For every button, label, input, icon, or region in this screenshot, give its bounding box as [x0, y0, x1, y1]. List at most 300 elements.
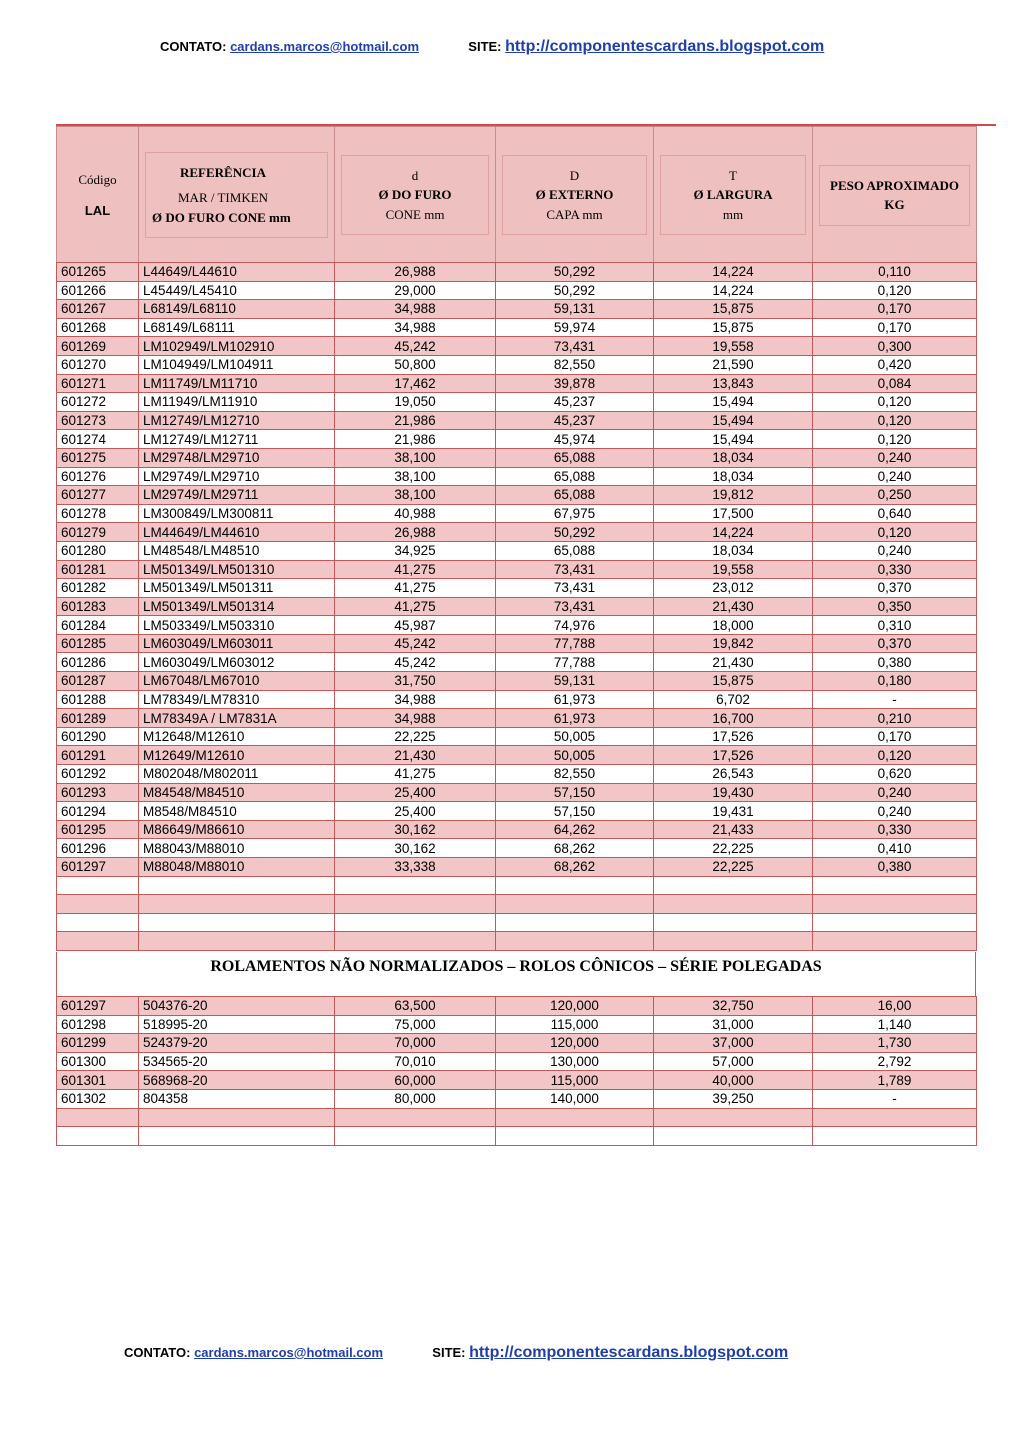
table-row [57, 1127, 977, 1146]
cell-d: 80,000 [335, 1089, 496, 1108]
cell-peso: 0,350 [813, 597, 977, 616]
cell-codigo: 601291 [57, 746, 139, 765]
cell-T: 16,700 [654, 709, 813, 728]
cell-peso: - [813, 1089, 977, 1108]
cell-D: 45,974 [496, 430, 654, 449]
table-row [57, 1052, 977, 1071]
cell-d: 45,242 [335, 337, 496, 356]
cell-d: 41,275 [335, 597, 496, 616]
table-header [56, 126, 977, 264]
table-row [57, 430, 977, 449]
cell-D [496, 932, 654, 951]
header-T [654, 127, 813, 264]
cell-d [335, 932, 496, 951]
cell-peso: 0,380 [813, 858, 977, 877]
cell-T: 21,433 [654, 820, 813, 839]
cell-peso: 1,789 [813, 1071, 977, 1090]
cell-peso: 0,170 [813, 318, 977, 337]
cell-codigo [57, 1108, 139, 1127]
footer-contact [124, 1344, 788, 1362]
cell-d: 75,000 [335, 1015, 496, 1034]
cell-codigo: 601281 [57, 560, 139, 579]
cell-T: 18,034 [654, 467, 813, 486]
cell-codigo [57, 932, 139, 951]
header-kg-label: KG [884, 197, 905, 212]
cell-referencia: M802048/M802011 [139, 765, 335, 784]
table-row [57, 913, 977, 932]
cell-codigo: 601298 [57, 1015, 139, 1034]
cell-codigo: 601271 [57, 374, 139, 393]
cell-D: 64,262 [496, 820, 654, 839]
cell-d: 34,988 [335, 690, 496, 709]
cell-peso: 16,00 [813, 997, 977, 1016]
header-codigo-label: Código [78, 171, 117, 187]
cell-D: 59,131 [496, 672, 654, 691]
cell-D: 61,973 [496, 709, 654, 728]
cell-d: 25,400 [335, 783, 496, 802]
cell-D: 74,976 [496, 616, 654, 635]
cell-referencia: LM78349A / LM7831A [139, 709, 335, 728]
cell-codigo: 601286 [57, 653, 139, 672]
cell-peso: 0,120 [813, 393, 977, 412]
cell-D [496, 895, 654, 914]
cell-D: 57,150 [496, 783, 654, 802]
cell-d: 45,242 [335, 653, 496, 672]
cell-T: 21,430 [654, 653, 813, 672]
cell-d: 40,988 [335, 504, 496, 523]
cell-T: 18,034 [654, 541, 813, 560]
cell-T [654, 1127, 813, 1146]
cell-d: 41,275 [335, 765, 496, 784]
cell-d: 63,500 [335, 997, 496, 1016]
cell-referencia: LM44649/LM44610 [139, 523, 335, 542]
cell-referencia: M12648/M12610 [139, 727, 335, 746]
email-link[interactable]: cardans.marcos@hotmail.com [230, 39, 420, 54]
cell-referencia: LM11749/LM11710 [139, 374, 335, 393]
cell-peso [813, 932, 977, 951]
cell-referencia: M8548/M84510 [139, 802, 335, 821]
table-row [57, 523, 977, 542]
cell-T [654, 932, 813, 951]
cell-codigo: 601293 [57, 783, 139, 802]
cell-codigo: 601269 [57, 337, 139, 356]
header-peso [813, 127, 977, 264]
cell-peso: 0,330 [813, 820, 977, 839]
cell-T [654, 913, 813, 932]
cell-T: 15,494 [654, 411, 813, 430]
cell-d: 31,750 [335, 672, 496, 691]
cell-referencia: LM29748/LM29710 [139, 448, 335, 467]
cell-D: 50,005 [496, 727, 654, 746]
cell-d [335, 876, 496, 895]
cell-T: 14,224 [654, 523, 813, 542]
site-link[interactable]: http://componentescardans.blogspot.com [469, 1344, 789, 1361]
cell-referencia: LM102949/LM102910 [139, 337, 335, 356]
cell-peso: 0,170 [813, 727, 977, 746]
cell-referencia: LM29749/LM29711 [139, 486, 335, 505]
cell-D: 50,292 [496, 523, 654, 542]
table-row [57, 504, 977, 523]
cell-D: 59,131 [496, 300, 654, 319]
table-row [57, 876, 977, 895]
cell-peso: 0,310 [813, 616, 977, 635]
cell-codigo: 601297 [57, 997, 139, 1016]
cell-referencia: 534565-20 [139, 1052, 335, 1071]
table-row [57, 690, 977, 709]
cell-referencia [139, 876, 335, 895]
cell-d: 70,000 [335, 1034, 496, 1053]
table-row [57, 634, 977, 653]
cell-D: 73,431 [496, 597, 654, 616]
cell-peso: 0,410 [813, 839, 977, 858]
cell-d: 21,986 [335, 411, 496, 430]
cell-peso: 0,120 [813, 746, 977, 765]
cell-D: 82,550 [496, 765, 654, 784]
cell-T: 14,224 [654, 281, 813, 300]
cell-peso: 1,730 [813, 1034, 977, 1053]
cell-T: 17,526 [654, 727, 813, 746]
cell-codigo: 601270 [57, 355, 139, 374]
cell-D [496, 1108, 654, 1127]
table-row [57, 783, 977, 802]
contact-label: CONTATO: [124, 1345, 191, 1360]
cell-codigo: 601285 [57, 634, 139, 653]
cell-D: 45,237 [496, 393, 654, 412]
cell-T: 21,590 [654, 355, 813, 374]
cell-referencia: LM12749/LM12711 [139, 430, 335, 449]
cell-T: 40,000 [654, 1071, 813, 1090]
cell-peso: 0,110 [813, 263, 977, 282]
cell-codigo: 601278 [57, 504, 139, 523]
header-codigo [57, 127, 139, 264]
table-row [57, 281, 977, 300]
site-link[interactable]: http://componentescardans.blogspot.com [505, 38, 825, 55]
cell-D: 59,974 [496, 318, 654, 337]
cell-T: 32,750 [654, 997, 813, 1016]
table-row [57, 1034, 977, 1053]
cell-T: 17,526 [654, 746, 813, 765]
cell-codigo: 601273 [57, 411, 139, 430]
cell-D: 65,088 [496, 448, 654, 467]
cell-peso: 0,084 [813, 374, 977, 393]
site-label: SITE: [468, 39, 502, 54]
cell-peso: 0,300 [813, 337, 977, 356]
cell-referencia: LM501349/LM501310 [139, 560, 335, 579]
cell-codigo: 601265 [57, 263, 139, 282]
cell-T: 17,500 [654, 504, 813, 523]
cell-D: 115,000 [496, 1071, 654, 1090]
cell-peso: 0,180 [813, 672, 977, 691]
header-lal-label: LAL [84, 203, 111, 218]
cell-referencia [139, 932, 335, 951]
cell-peso: 0,240 [813, 467, 977, 486]
cell-peso: 0,210 [813, 709, 977, 728]
cell-referencia [139, 895, 335, 914]
cell-codigo: 601292 [57, 765, 139, 784]
cell-D: 77,788 [496, 634, 654, 653]
table-row [57, 997, 977, 1016]
cell-d [335, 913, 496, 932]
header-D [496, 127, 654, 264]
table-row [57, 393, 977, 412]
table-row [57, 579, 977, 598]
cell-codigo: 601268 [57, 318, 139, 337]
cell-D: 77,788 [496, 653, 654, 672]
cell-D: 50,292 [496, 263, 654, 282]
cell-codigo: 601294 [57, 802, 139, 821]
cell-D: 50,005 [496, 746, 654, 765]
table-row [57, 318, 977, 337]
header-peso-label: PESO APROXIMADO [830, 177, 959, 193]
cell-peso: 0,380 [813, 653, 977, 672]
table-row [57, 765, 977, 784]
cell-referencia: 804358 [139, 1089, 335, 1108]
table-row [57, 839, 977, 858]
cell-referencia: LM603049/LM603011 [139, 634, 335, 653]
cell-codigo: 601299 [57, 1034, 139, 1053]
cell-peso: 0,370 [813, 634, 977, 653]
cell-codigo: 601297 [57, 858, 139, 877]
cell-referencia: L45449/L45410 [139, 281, 335, 300]
cell-D: 115,000 [496, 1015, 654, 1034]
table-row [57, 597, 977, 616]
cell-referencia: LM300849/LM300811 [139, 504, 335, 523]
email-link[interactable]: cardans.marcos@hotmail.com [194, 1345, 384, 1360]
cell-d: 34,988 [335, 709, 496, 728]
cell-peso: 0,170 [813, 300, 977, 319]
cell-codigo: 601296 [57, 839, 139, 858]
cell-peso: 0,240 [813, 448, 977, 467]
cell-d: 38,100 [335, 467, 496, 486]
cell-d: 29,000 [335, 281, 496, 300]
header-D-externo: Ø EXTERNO [535, 187, 614, 203]
cell-d: 30,162 [335, 820, 496, 839]
cell-peso: - [813, 690, 977, 709]
cell-referencia: 504376-20 [139, 997, 335, 1016]
cell-referencia: 568968-20 [139, 1071, 335, 1090]
cell-T: 31,000 [654, 1015, 813, 1034]
cell-d: 70,010 [335, 1052, 496, 1071]
cell-codigo: 601287 [57, 672, 139, 691]
cell-referencia: LM104949/LM104911 [139, 355, 335, 374]
cell-referencia: LM501349/LM501311 [139, 579, 335, 598]
cell-referencia: L44649/L44610 [139, 263, 335, 282]
cell-referencia: L68149/L68111 [139, 318, 335, 337]
cell-referencia: 524379-20 [139, 1034, 335, 1053]
cell-T: 57,000 [654, 1052, 813, 1071]
cell-D: 130,000 [496, 1052, 654, 1071]
cell-d: 33,338 [335, 858, 496, 877]
cell-D: 39,878 [496, 374, 654, 393]
cell-d [335, 895, 496, 914]
cell-d: 45,987 [335, 616, 496, 635]
cell-peso: 0,330 [813, 560, 977, 579]
table-row [57, 486, 977, 505]
table-row [57, 448, 977, 467]
cell-referencia [139, 1127, 335, 1146]
cell-D: 50,292 [496, 281, 654, 300]
cell-d: 60,000 [335, 1071, 496, 1090]
cell-codigo: 601300 [57, 1052, 139, 1071]
cell-T: 26,543 [654, 765, 813, 784]
cell-d: 26,988 [335, 523, 496, 542]
table-row [57, 709, 977, 728]
table-row [57, 1015, 977, 1034]
cell-T [654, 895, 813, 914]
cell-codigo: 601274 [57, 430, 139, 449]
cell-T: 15,875 [654, 672, 813, 691]
cell-codigo [57, 895, 139, 914]
cell-D: 45,237 [496, 411, 654, 430]
cell-peso: 0,420 [813, 355, 977, 374]
cell-d: 21,430 [335, 746, 496, 765]
cell-codigo: 601288 [57, 690, 139, 709]
cell-T [654, 876, 813, 895]
cell-referencia: M86649/M86610 [139, 820, 335, 839]
cell-D: 73,431 [496, 560, 654, 579]
header-d-furo: Ø DO FURO [378, 187, 452, 203]
cell-D: 67,975 [496, 504, 654, 523]
cell-D: 73,431 [496, 337, 654, 356]
cell-T: 22,225 [654, 839, 813, 858]
header-mar-timken: MAR / TIMKEN [178, 190, 269, 206]
cell-d: 38,100 [335, 486, 496, 505]
cell-D: 65,088 [496, 486, 654, 505]
table-row [57, 337, 977, 356]
cell-referencia [139, 1108, 335, 1127]
cell-referencia [139, 913, 335, 932]
cell-peso: 0,370 [813, 579, 977, 598]
cell-T: 18,034 [654, 448, 813, 467]
cell-d: 41,275 [335, 560, 496, 579]
cell-peso: 0,640 [813, 504, 977, 523]
cell-codigo: 601266 [57, 281, 139, 300]
cell-codigo: 601277 [57, 486, 139, 505]
cell-D: 68,262 [496, 839, 654, 858]
cell-referencia: 518995-20 [139, 1015, 335, 1034]
bearing-table-polegadas [56, 996, 977, 1146]
cell-T: 19,558 [654, 560, 813, 579]
cell-T: 19,558 [654, 337, 813, 356]
cell-peso: 0,240 [813, 783, 977, 802]
cell-T: 19,842 [654, 634, 813, 653]
cell-d: 50,800 [335, 355, 496, 374]
table-row [57, 653, 977, 672]
header-T-letter: T [729, 167, 737, 183]
cell-T: 15,875 [654, 300, 813, 319]
cell-d: 21,986 [335, 430, 496, 449]
cell-peso [813, 1108, 977, 1127]
table-row [57, 616, 977, 635]
cell-T: 21,430 [654, 597, 813, 616]
cell-T: 22,225 [654, 858, 813, 877]
cell-D: 140,000 [496, 1089, 654, 1108]
table-row [57, 727, 977, 746]
cell-peso [813, 895, 977, 914]
cell-referencia: LM11949/LM11910 [139, 393, 335, 412]
cell-D [496, 876, 654, 895]
cell-D: 120,000 [496, 997, 654, 1016]
cell-codigo [57, 913, 139, 932]
table-row [57, 895, 977, 914]
cell-T: 19,430 [654, 783, 813, 802]
header-T-largura: Ø LARGURA [693, 187, 773, 203]
cell-T: 6,702 [654, 690, 813, 709]
cell-referencia: M12649/M12610 [139, 746, 335, 765]
cell-peso [813, 1127, 977, 1146]
bearing-table [56, 262, 977, 951]
table-row [57, 541, 977, 560]
cell-D [496, 913, 654, 932]
table-row [57, 802, 977, 821]
cell-codigo: 601275 [57, 448, 139, 467]
cell-codigo: 601276 [57, 467, 139, 486]
table-row [57, 263, 977, 282]
header-T-mm: mm [722, 206, 744, 222]
cell-d: 38,100 [335, 448, 496, 467]
cell-T: 37,000 [654, 1034, 813, 1053]
cell-D: 120,000 [496, 1034, 654, 1053]
cell-T: 15,494 [654, 430, 813, 449]
table-row [57, 1071, 977, 1090]
cell-codigo: 601301 [57, 1071, 139, 1090]
cell-d: 19,050 [335, 393, 496, 412]
header-d-letter: d [411, 167, 419, 183]
table-row [57, 858, 977, 877]
cell-T [654, 1108, 813, 1127]
cell-codigo: 601282 [57, 579, 139, 598]
table-row [57, 467, 977, 486]
table-row [57, 672, 977, 691]
cell-d: 22,225 [335, 727, 496, 746]
cell-referencia: LM501349/LM501314 [139, 597, 335, 616]
cell-codigo: 601295 [57, 820, 139, 839]
cell-D [496, 1127, 654, 1146]
cell-referencia: LM29749/LM29710 [139, 467, 335, 486]
cell-referencia: LM12749/LM12710 [139, 411, 335, 430]
cell-referencia: L68149/L68110 [139, 300, 335, 319]
cell-referencia: LM503349/LM503310 [139, 616, 335, 635]
cell-D: 65,088 [496, 541, 654, 560]
cell-d: 17,462 [335, 374, 496, 393]
cell-peso: 2,792 [813, 1052, 977, 1071]
cell-d: 45,242 [335, 634, 496, 653]
cell-peso: 0,240 [813, 541, 977, 560]
cell-peso: 1,140 [813, 1015, 977, 1034]
cell-peso: 0,120 [813, 281, 977, 300]
cell-T: 23,012 [654, 579, 813, 598]
cell-D: 82,550 [496, 355, 654, 374]
cell-d: 41,275 [335, 579, 496, 598]
cell-codigo: 601272 [57, 393, 139, 412]
cell-D: 65,088 [496, 467, 654, 486]
cell-T: 15,875 [654, 318, 813, 337]
table-row [57, 1108, 977, 1127]
cell-T: 19,812 [654, 486, 813, 505]
cell-codigo [57, 1127, 139, 1146]
table-row [57, 355, 977, 374]
cell-peso: 0,120 [813, 411, 977, 430]
cell-referencia: LM603049/LM603012 [139, 653, 335, 672]
cell-peso: 0,250 [813, 486, 977, 505]
table-row [57, 374, 977, 393]
table-row [57, 820, 977, 839]
header-referencia-label: REFERÊNCIA [180, 164, 266, 180]
table-row [57, 300, 977, 319]
header-contact [160, 38, 824, 56]
cell-codigo: 601283 [57, 597, 139, 616]
cell-d [335, 1108, 496, 1127]
